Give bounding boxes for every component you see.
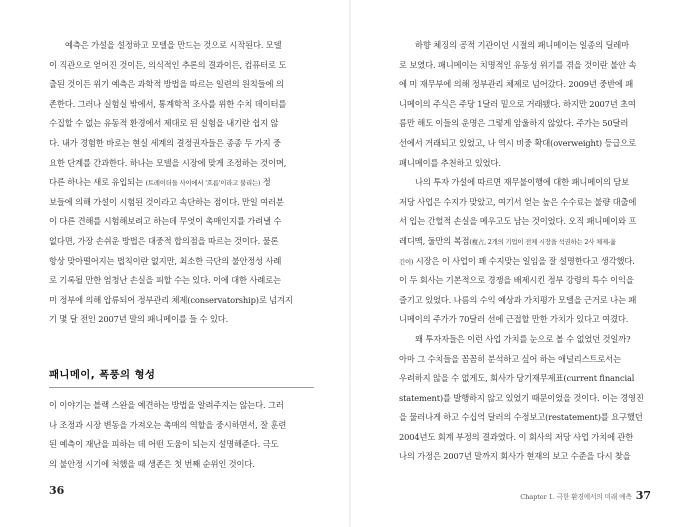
page-number: 37	[635, 489, 651, 502]
body-line: 수집할 수 없는 유동적 환경에서 제대로 된 실험을 내기란 쉽지 않	[49, 118, 279, 129]
body-line: 기 몇 달 전인 2007년 말의 패니메이를 들 수 있다.	[49, 314, 229, 325]
inline-note: (트레이더들 사이에서 '흐름'이라고 불리는)	[145, 179, 261, 188]
body-line: 다. 내가 경험한 바로는 현실 세계의 결정권자들은 종종 두 가지 중	[49, 137, 281, 148]
body-line: 2004년도 회계 부정의 결과였다. 이 회사의 저당 사업 가치에 관한	[399, 431, 634, 442]
body-line	[399, 252, 664, 272]
body-line: 미 정부에 의해 압류되어 정부관리 체제(conservatorship)로 넘겨지	[49, 294, 293, 305]
body-line: 저당 사업은 수지가 맞았고, 여기서 얻는 높은 수수료는 불량 대출에	[399, 196, 637, 207]
body-line: 이 이야기는 블랙 스완을 예견하는 방법을 알려주지는 않는다. 그러	[49, 399, 284, 410]
body-line: statement)를 발행하지 않고 있었기 때문이었을 것이다. 이는 경영진	[399, 392, 644, 403]
body-line: 존한다. 그러나 실험실 밖에서, 통계학적 조사를 위한 수치 데이터를	[49, 98, 287, 109]
body-line: 로 기록될 만한 엄청난 손실을 피할 수는 있다. 이에 대한 사례로는	[49, 275, 281, 286]
body-line: 로 보였다. 패니메이는 치명적인 유동성 위기를 겪을 것이란 불안 속	[399, 59, 637, 70]
body-line: 출된 것이든 위기 예측은 과학적 방법을 따르는 일련의 원칙들에 의	[49, 79, 284, 90]
body-line: 에 미 재무부에 의해 정부관리 체제로 넘어갔다. 2009년 중반에 패	[399, 79, 634, 90]
body-line: 패니메이를 추천하고 있었다.	[399, 157, 501, 168]
body-line: 우려하지 않을 수 없게도, 회사가 당기재무제표(current financial	[399, 373, 635, 384]
body-line: 왜 투자자들은 이런 사업 가치를 눈으로 볼 수 없었던 것일까?	[415, 333, 631, 344]
body-line: 예측은 가설을 설정하고 모델을 만드는 것으로 시작된다. 모델	[65, 40, 282, 50]
inline-note: (複占, 2개의 기업이 전체 시장을 석권하는 2사 체제-옮	[469, 237, 616, 246]
body-text: 레디맥, 둘만의 복점	[399, 235, 470, 246]
body-line: 이 직관으로 얻어진 것이든, 의식적인 추론의 결과이든, 컴퓨터로 도	[49, 59, 287, 70]
body-line: 된 예측이 재난을 피하는 데 어떤 도움이 되는지 설명해준다. 극도	[49, 439, 279, 450]
section-heading: 패니메이, 폭풍의 형성	[49, 366, 314, 388]
running-head: Chapter 1. 극한 환경에서의 미래 예측	[520, 493, 632, 501]
body-line: 아마 그 수치들을 꼼꼼히 분석하고 싶어 하는 애널리스트로서는	[399, 353, 621, 364]
body-text: 다른 하나는 새로 유입되는	[49, 177, 143, 188]
body-line: 니메이의 주식은 주당 1달러 밑으로 거래됐다. 하지만 2007년 초여	[399, 98, 636, 109]
body-line: 없다면, 가장 손쉬운 방법은 대중적 합의점을 따르는 것이다. 물론	[49, 235, 279, 246]
body-line: 의 불안정 시기에 처했을 때 생존은 첫 번째 순위인 것이다.	[49, 458, 255, 469]
page-number: 36	[49, 484, 65, 497]
body-line: 을 물러나게 하고 수십억 달러의 수정보고(restatement)를 요구했던	[399, 412, 643, 423]
body-line: 하향 체징의 공적 기관이던 시절의 패니메이는 일종의 딜레마	[415, 40, 630, 50]
body-line: 니메이의 주가가 70달러 선에 근접할 만한 가치가 있다고 여겼다.	[399, 314, 629, 325]
body-line: 항상 맞아떨어지는 법칙이란 없지만, 최소한 극단의 불안정성 사례	[49, 255, 282, 266]
footer	[520, 484, 651, 503]
left-text-column	[49, 36, 314, 474]
right-text-column	[399, 36, 664, 467]
body-line: 름만 해도 이들의 운명은 그렇게 암울하지 않았다. 주가는 50달러	[399, 118, 629, 129]
body-line: 즐기고 있었다. 나름의 수익 예상과 가치평가 모델을 근거로 나는 패	[399, 294, 637, 305]
section-spacer	[49, 330, 314, 366]
body-text: 시장은 이 사업이 꽤 수지맞는 일임을 잘 설명한다고 생각했다.	[413, 255, 635, 266]
body-line: 보들에 의해 가설이 시험된 것이라고 속단하는 점이다. 만일 여러분	[49, 196, 284, 207]
body-line	[399, 232, 664, 252]
body-line: 이 다른 견해를 시험해보려고 하는데 무엇이 촉매인지를 가려낼 수	[49, 216, 282, 227]
body-line: 요한 단계를 간과한다. 하나는 모델을 시장에 맞게 조정하는 것이며,	[49, 157, 287, 168]
body-line: 나 조정과 시장 변동을 가져오는 촉매의 역할을 중시하면서, 잘 훈련	[49, 419, 287, 430]
body-line: 나의 가정은 2007년 말까지 회사가 현재의 보고 수준을 다시 찾을	[399, 451, 631, 462]
inline-note: 긴이)	[399, 257, 414, 266]
body-line	[49, 173, 314, 193]
body-text: 정	[260, 177, 271, 188]
body-line: 서 입는 간헐적 손실을 메우고도 남는 것이었다. 오직 패니메이와 프	[399, 216, 637, 227]
right-page	[350, 0, 700, 527]
body-line: 이 두 회사는 기본적으로 경쟁을 배제시킨 정부 강령의 특수 이익을	[399, 275, 634, 286]
body-line: 선에서 거래되고 있었고, 나 역시 비중 확대(overweight) 등급으로	[399, 137, 636, 148]
body-line: 나의 투자 가설에 따르면 재무불이행에 대한 패니메이의 담보	[415, 177, 630, 188]
